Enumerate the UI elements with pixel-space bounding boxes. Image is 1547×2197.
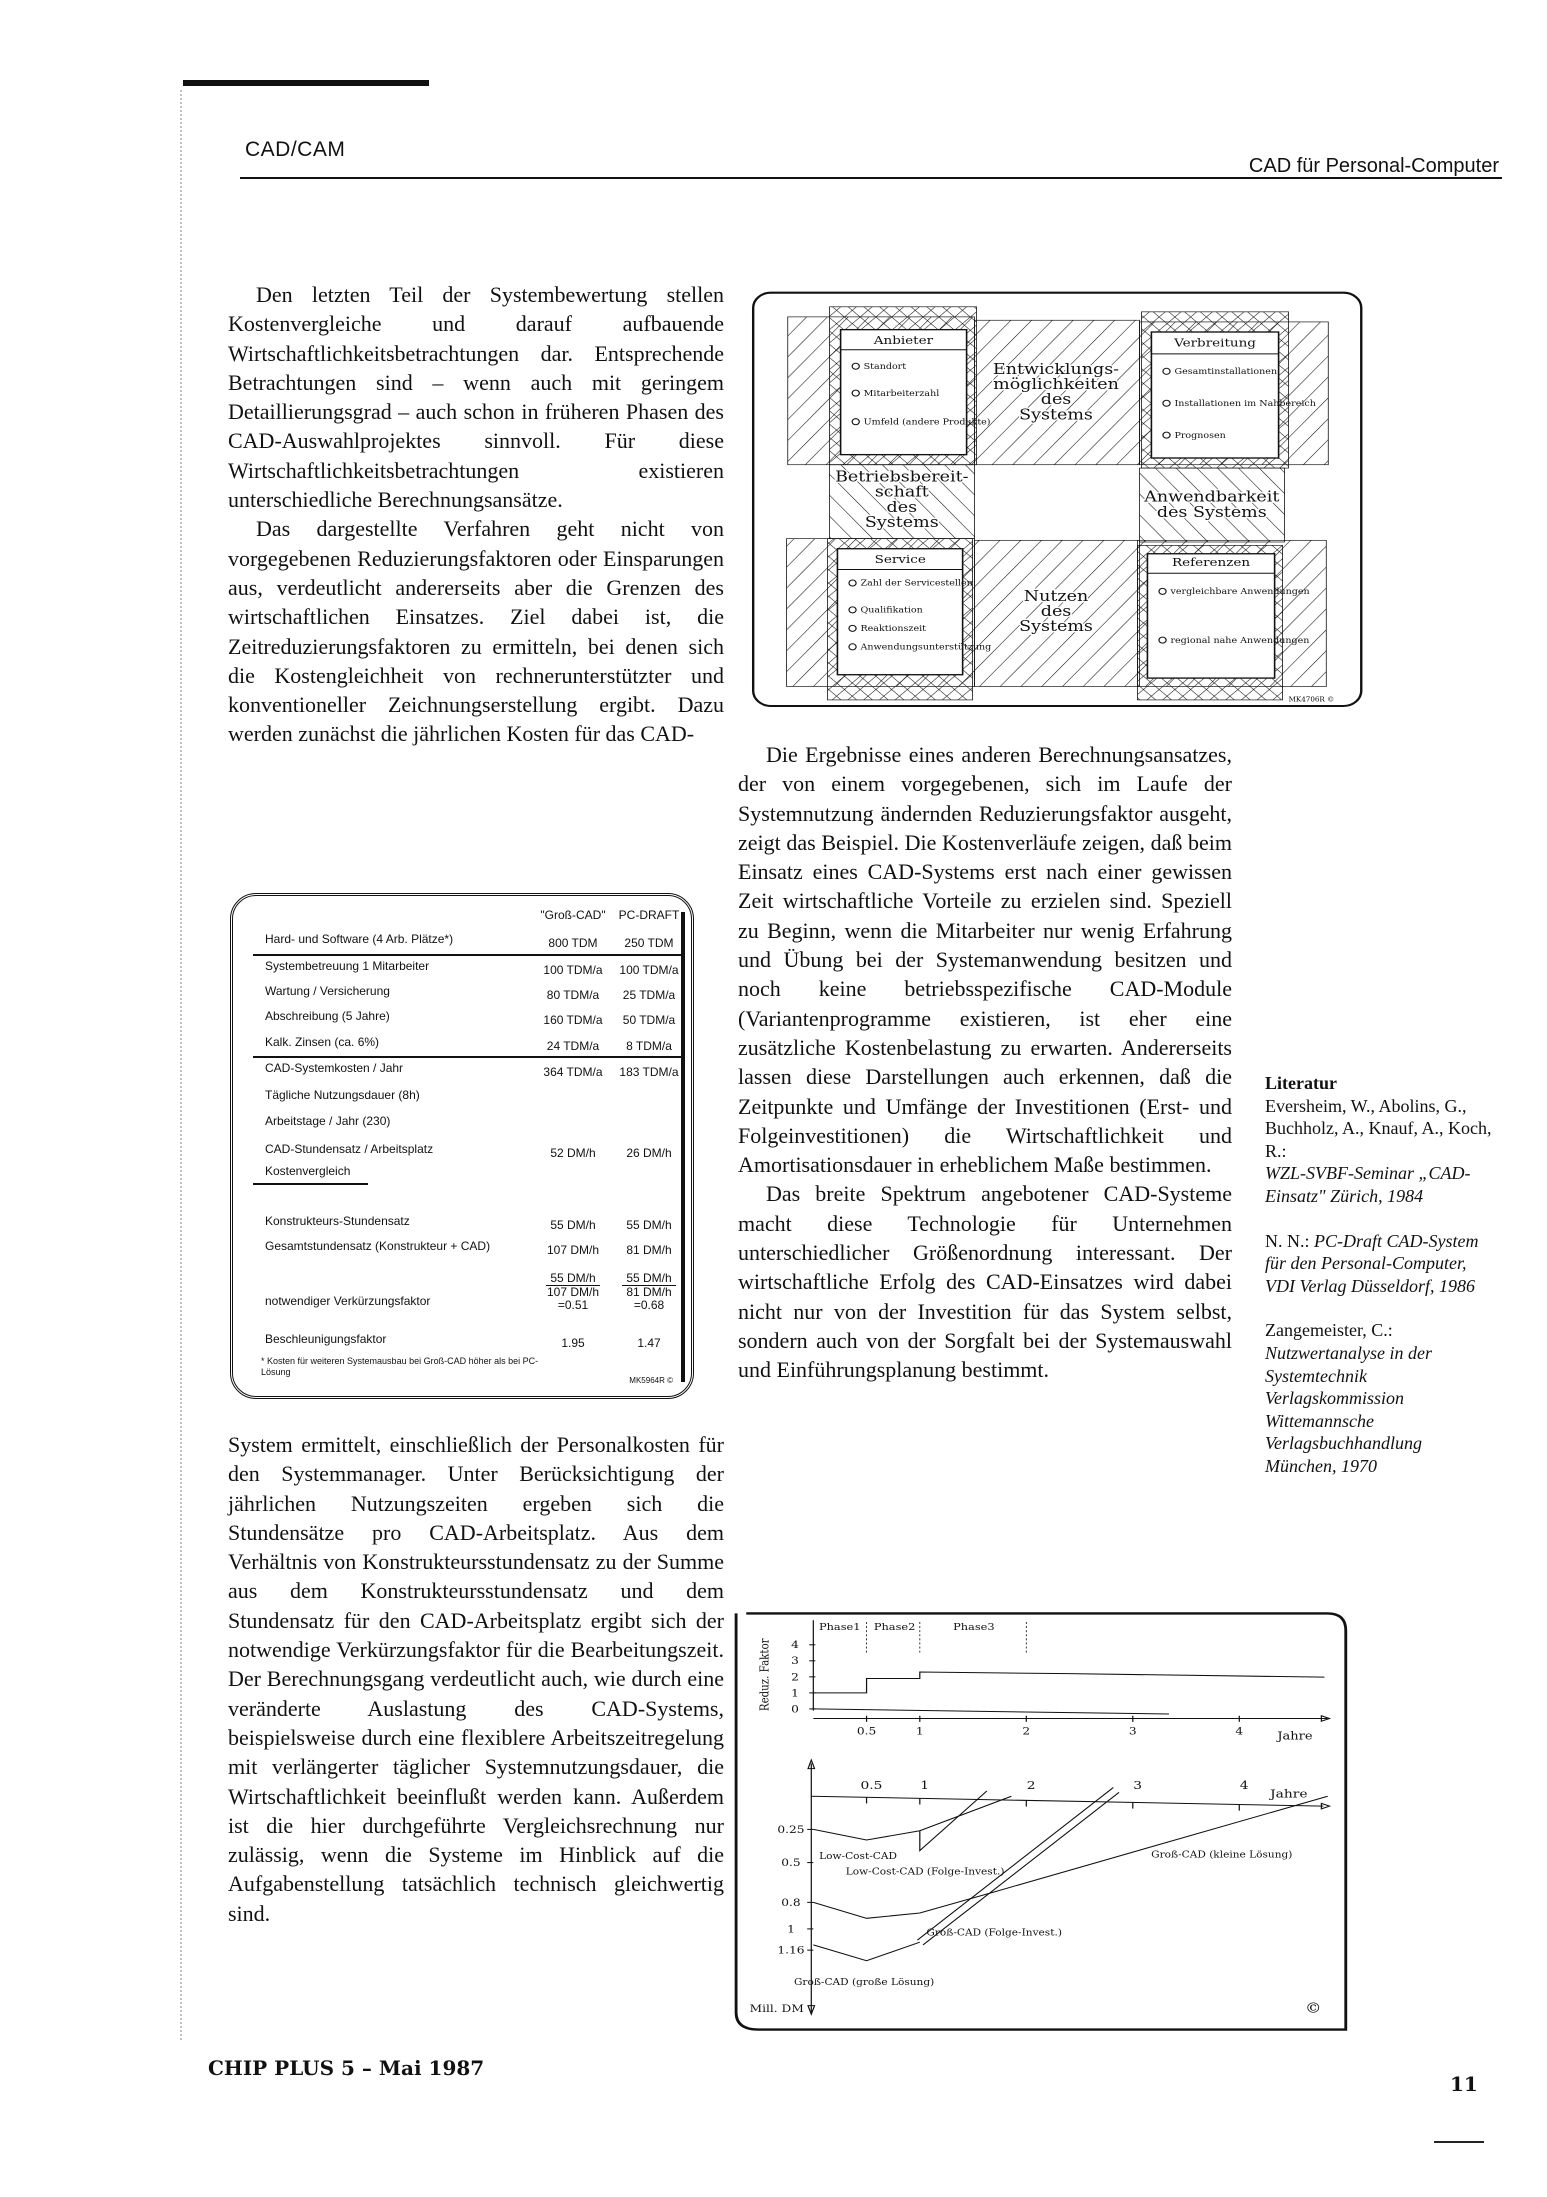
x-tick-label: 1 xyxy=(915,1725,924,1738)
running-title: CAD für Personal-Computer xyxy=(1248,155,1499,177)
reference-title: PC-Draft CAD-System für den Personal-Computer, VDI Verlag Düsseldorf, 1986 xyxy=(1265,1230,1479,1296)
criterion-item: Gesamtinstallationen xyxy=(1174,367,1278,377)
table-row xyxy=(233,1214,691,1234)
value-gross-cad: 100 TDM/a xyxy=(543,963,603,977)
chart-credit: © xyxy=(1305,1999,1322,2017)
area-label: Systems xyxy=(1019,617,1093,635)
article-column-1-bottom xyxy=(228,1430,724,1928)
series-line-reduction-factor xyxy=(813,1672,1324,1693)
series-line-gross-cad-folge xyxy=(917,1788,1113,1941)
value-gross-cad: 52 DM/h xyxy=(550,1146,596,1160)
criterion-item: Anwendungsunterstützung xyxy=(860,643,992,653)
y-tick-label: 4 xyxy=(791,1639,799,1651)
evaluation-diagram xyxy=(750,290,1370,710)
value-pc-draft: 100 TDM/a xyxy=(619,963,679,977)
series-label: Groß-CAD (Folge-Invest.) xyxy=(926,1928,1062,1939)
area-label: möglichkeiten xyxy=(993,375,1119,393)
row-label: Wartung / Versicherung xyxy=(265,984,390,998)
y-tick-label: 0.25 xyxy=(777,1823,805,1836)
table-row xyxy=(233,1271,691,1314)
criterion-item: Umfeld (andere Produkte) xyxy=(863,418,991,428)
value-pc-draft: 183 TDM/a xyxy=(619,1065,679,1079)
reference-authors: N. N.: xyxy=(1265,1230,1310,1251)
table-row xyxy=(233,959,691,979)
row-label: Konstrukteurs-Stundensatz xyxy=(265,1214,410,1228)
row-label: Arbeitstage / Jahr (230) xyxy=(265,1114,391,1128)
row-label: Gesamtstundensatz (Konstrukteur + CAD) xyxy=(265,1239,491,1253)
referenzen-box xyxy=(1147,554,1274,678)
x-axis-label: Jahre xyxy=(1270,1787,1308,1802)
reference xyxy=(1265,1319,1495,1477)
area-label: des xyxy=(1040,602,1072,620)
table-row xyxy=(233,1061,691,1081)
series-label: Groß-CAD (kleine Lösung) xyxy=(1151,1850,1293,1861)
criterion-item: Mitarbeiterzahl xyxy=(863,389,940,399)
header-rule xyxy=(240,177,1502,179)
reference-authors: Eversheim, W., Abolins, G., Buchholz, A., Knauf, A., Koch, R.: xyxy=(1265,1095,1492,1161)
area-label: des Systems xyxy=(1156,503,1267,521)
row-label: Kostenvergleich xyxy=(265,1164,351,1178)
x-tick-label: 0.5 xyxy=(856,1725,877,1738)
area-label: Entwicklungs- xyxy=(992,360,1120,378)
value-gross-cad: 800 TDM xyxy=(548,936,598,950)
table-rule xyxy=(253,1056,683,1058)
denominator: 107 DM/h xyxy=(546,1285,600,1299)
y-tick-label: 0.8 xyxy=(781,1896,801,1909)
table-row xyxy=(233,1239,691,1259)
y-tick-label: 0.5 xyxy=(781,1856,801,1869)
table-credit: MK5964R © xyxy=(629,1376,673,1385)
verbreitung-title: Verbreitung xyxy=(1174,335,1256,350)
paragraph: System ermittelt, einschließlich der Personalkosten für den Systemmanager. Unter Berücksichtigung der jährlichen Nutzungszeiten ergeben sich die Stundensätze pro CAD-Arbeitsplatz. Aus dem Verhältnis von Konstrukteursstundensatz zu der Summe aus dem Konstrukteursstundensatz und dem Stundensatz für den CAD-Arbeitsplatz ergibt sich der notwendige Verkürzungsfaktor für die Bearbeitungszeit. Der Berechnungsgang verdeutlicht auch, wie durch eine veränderte Auslastung des CAD-Systems, beispielsweise durch eine flexiblere Arbeitszeitregelung mit verlängerter täglicher Systemnutzungsdauer, die Wirtschaftlichkeit beeinflußt werden kann. Außerdem ist die hier durchgeführte Vergleichsrechnung nur zulässig, wenn die Systeme im Hinblick auf die Aufgabenstellung tatsächlich technisch gleichwertig sind. xyxy=(228,1432,724,1926)
table-header-row xyxy=(233,908,691,928)
row-label: Hard- und Software (4 Arb. Plätze*) xyxy=(265,932,454,946)
area-label: Systems xyxy=(864,513,939,531)
table-row xyxy=(233,1009,691,1029)
x-tick-label: 4 xyxy=(1239,1779,1249,1793)
phase-label: Phase1 xyxy=(818,1621,861,1633)
literature-heading: Literatur xyxy=(1265,1073,1337,1093)
row-label: CAD-Systemkosten / Jahr xyxy=(265,1061,404,1075)
x-tick-label: 3 xyxy=(1133,1779,1143,1793)
y-axis-label: Reduz. Faktor xyxy=(757,1638,772,1712)
y-axis-label: Mill. DM xyxy=(749,2002,804,2015)
area-label: Systems xyxy=(1019,405,1093,424)
criterion-item: Qualifikation xyxy=(860,606,923,616)
phase-label: Phase3 xyxy=(953,1621,995,1633)
article-column-2 xyxy=(738,740,1232,1385)
diagram-credit: MK4706R © xyxy=(1288,696,1335,704)
row-label: Kalk. Zinsen (ca. 6%) xyxy=(265,1035,380,1049)
table-row xyxy=(233,1035,691,1055)
fraction-value xyxy=(533,1272,613,1312)
row-label: Beschleunigungsfaktor xyxy=(265,1332,387,1346)
value-gross-cad: 80 TDM/a xyxy=(546,988,600,1002)
cost-curve-chart xyxy=(730,1610,1360,2050)
service-title: Service xyxy=(874,551,926,566)
table-row xyxy=(233,984,691,1004)
table-row xyxy=(233,1332,691,1352)
value-gross-cad: 364 TDM/a xyxy=(543,1065,603,1079)
y-tick-label: 0 xyxy=(791,1703,799,1716)
referenzen-title: Referenzen xyxy=(1171,555,1251,569)
result: =0.51 xyxy=(557,1298,589,1312)
x-tick-label: 1 xyxy=(920,1779,930,1793)
table-rule xyxy=(253,1183,368,1185)
reference xyxy=(1265,1095,1495,1208)
area-label: des xyxy=(886,498,918,516)
column-header: "Groß-CAD" xyxy=(540,908,606,922)
x-axis xyxy=(811,1796,1323,1806)
scan-edge xyxy=(180,90,190,2040)
x-tick-label: 2 xyxy=(1022,1725,1031,1738)
y-tick-label: 3 xyxy=(791,1655,799,1667)
paragraph: Die Ergebnisse eines anderen Berechnungsansatzes, der von einem vorgegebenen, sich im Laufe der Systemnutzung ändernden Reduzierungsfaktor ausgeht, zeigt das Beispiel. Die Kostenverläufe zeigen, daß beim Einsatz eines CAD-Systems erst nach einer gewissen Zeit wirtschaftliche Vorteile zu erzielen sind. Speziell zu Beginn, wenn die Mitarbeiter nur wenig Erfahrung und Übung bei der Systemanwendung besitzen und noch keine betriebsspezifische CAD-Module (Variantenprogramme existieren, ist eher eine zusätzliche Kostenbelastung zu erwarten. Andererseits lassen diese Darstellungen auch erkennen, daß die Zeitpunkte und Umfänge der Investitionen (Erst- und Folgeinvestitionen) die Wirtschaftlichkeit und Amortisationsdauer in erheblichem Maße bestimmen. xyxy=(738,742,1232,1178)
row-label: Tägliche Nutzungsdauer (8h) xyxy=(265,1088,420,1102)
x-axis-label: Jahre xyxy=(1277,1729,1313,1743)
x-tick-label: 3 xyxy=(1128,1725,1137,1738)
table-row xyxy=(233,932,691,952)
table-rule xyxy=(253,954,683,956)
criterion-item: Installationen im Nahbereich xyxy=(1174,399,1316,409)
fraction-value xyxy=(613,1272,685,1312)
y-tick-label: 1 xyxy=(787,1923,795,1936)
value-pc-draft: 55 DM/h xyxy=(626,1218,672,1232)
end-rule xyxy=(1434,2141,1484,2143)
reference xyxy=(1265,1230,1495,1298)
area-label: Betriebsbereit- xyxy=(835,467,969,486)
series-label: Low-Cost-CAD (Folge-Invest.) xyxy=(845,1867,1005,1878)
value-pc-draft: 250 TDM xyxy=(624,936,674,950)
area-label: des xyxy=(1040,390,1072,408)
paragraph: Das breite Spektrum angebotener CAD-Systeme macht diese Technologie für Unternehmen unterschiedlicher Größenordnung interessant. Der wirtschaftliche Erfolg des CAD-Einsatzes wird dabei nicht nur von der Investition für das System selbst, sondern auch von der Sorgfalt bei der Systemauswahl und Einführungsplanung bestimmt. xyxy=(738,1181,1232,1383)
area-label: schaft xyxy=(874,482,929,501)
row-label: CAD-Stundensatz / Arbeitsplatz xyxy=(265,1142,434,1156)
series-line-1 xyxy=(920,1791,987,1851)
row-label: Abschreibung (5 Jahre) xyxy=(265,1009,390,1023)
article-column-1-top xyxy=(228,280,724,749)
value-gross-cad: 55 DM/h xyxy=(550,1218,596,1232)
y-tick-label: 2 xyxy=(791,1671,799,1683)
paragraph: Das dargestellte Verfahren geht nicht von vorgegebenen Reduzierungsfaktoren oder Einsparungen aus, verdeutlicht andererseits aber die Grenzen des wirtschaftlichen Einsatzes. Ziel dabei ist, die Zeitreduzierungsfaktoren zu ermitteln, bei denen sich die Kostengleichheit von rechnerunterstützter und konventioneller Zeichnungserstellung ergibt. Dazu werden zunächst die jährlichen Kosten für das CAD- xyxy=(228,516,724,747)
table-row xyxy=(233,1142,691,1162)
issue-footer: CHIP PLUS 5 – Mai 1987 xyxy=(208,2056,485,2080)
table-footnote: * Kosten für weiteren Systemausbau bei Groß-CAD höher als bei PC-Lösung xyxy=(261,1356,539,1377)
literature-sidebar xyxy=(1265,1072,1495,1500)
criterion-item: Reaktionszeit xyxy=(860,624,926,634)
reference-title: WZL-SVBF-Seminar „CAD-Einsatz" Zürich, 1984 xyxy=(1265,1163,1471,1206)
table-row xyxy=(233,1088,691,1108)
value-gross-cad: 107 DM/h xyxy=(546,1243,600,1257)
numerator: 55 DM/h xyxy=(546,1272,599,1286)
section-label: CAD/CAM xyxy=(245,138,346,161)
area-label: Nutzen xyxy=(1023,587,1089,605)
x-tick-label: 4 xyxy=(1235,1725,1244,1738)
x-tick-label: 2 xyxy=(1026,1779,1036,1793)
top-decorative-bar xyxy=(183,80,429,86)
y-tick-label: 1 xyxy=(791,1687,799,1700)
series-label: Groß-CAD (große Lösung) xyxy=(794,1977,935,1988)
criterion-item: vergleichbare Anwendungen xyxy=(1170,587,1310,597)
criterion-item: regional nahe Anwendungen xyxy=(1170,636,1310,646)
criterion-item: Zahl der Servicestellen xyxy=(860,579,973,589)
series-line-3 xyxy=(813,1942,919,1961)
row-label: Systembetreuung 1 Mitarbeiter xyxy=(265,959,430,973)
value-pc-draft: 8 TDM/a xyxy=(626,1039,672,1053)
denominator: 81 DM/h xyxy=(626,1285,672,1299)
column-header: PC-DRAFT xyxy=(618,908,680,922)
value-gross-cad: 24 TDM/a xyxy=(546,1039,600,1053)
value-pc-draft: 50 TDM/a xyxy=(622,1013,676,1027)
page-number: 11 xyxy=(1450,2072,1478,2096)
reference-authors: Zangemeister, C.: xyxy=(1265,1320,1393,1341)
row-label: notwendiger Verkürzungsfaktor xyxy=(265,1294,431,1308)
cost-comparison-table xyxy=(230,893,694,1399)
result: =0.68 xyxy=(633,1298,665,1312)
value-pc-draft: 26 DM/h xyxy=(626,1146,672,1160)
series-line-0 xyxy=(813,1796,1011,1840)
anbieter-title: Anbieter xyxy=(873,332,934,347)
value-gross-cad: 160 TDM/a xyxy=(543,1013,603,1027)
table-row xyxy=(233,1114,691,1134)
reference-title: Nutzwertanalyse in der Systemtechnik Verlagskommission Wittemannsche Verlagsbuchhandlung München, 1970 xyxy=(1265,1342,1432,1476)
area-label: Anwendbarkeit xyxy=(1144,487,1280,506)
x-tick-label: 0.5 xyxy=(860,1779,883,1793)
numerator: 55 DM/h xyxy=(622,1272,675,1286)
table-row xyxy=(233,1164,691,1184)
criterion-item: Standort xyxy=(863,362,907,372)
value-gross-cad: 1.95 xyxy=(561,1336,585,1350)
zero-line xyxy=(813,1709,1169,1714)
criterion-item: Prognosen xyxy=(1174,431,1226,441)
value-pc-draft: 81 DM/h xyxy=(626,1243,672,1257)
value-pc-draft: 25 TDM/a xyxy=(622,988,676,1002)
series-label: Low-Cost-CAD xyxy=(819,1851,897,1862)
value-pc-draft: 1.47 xyxy=(637,1336,661,1350)
phase-label: Phase2 xyxy=(873,1621,916,1633)
paragraph: Den letzten Teil der Systembewertung stellen Kostenvergleiche und darauf aufbauende Wirtschaftlichkeitsbetrachtungen dar. Entsprechende Betrachtungen sind – wenn auch mit geringem Detaillierungsgrad – auch schon in früheren Phasen des CAD-Auswahlprojektes sinnvoll. Für diese Wirtschaftlichkeitsbetrachtungen existieren unterschiedliche Berechnungsansätze. xyxy=(228,282,724,513)
y-tick-label: 1.16 xyxy=(777,1944,805,1957)
